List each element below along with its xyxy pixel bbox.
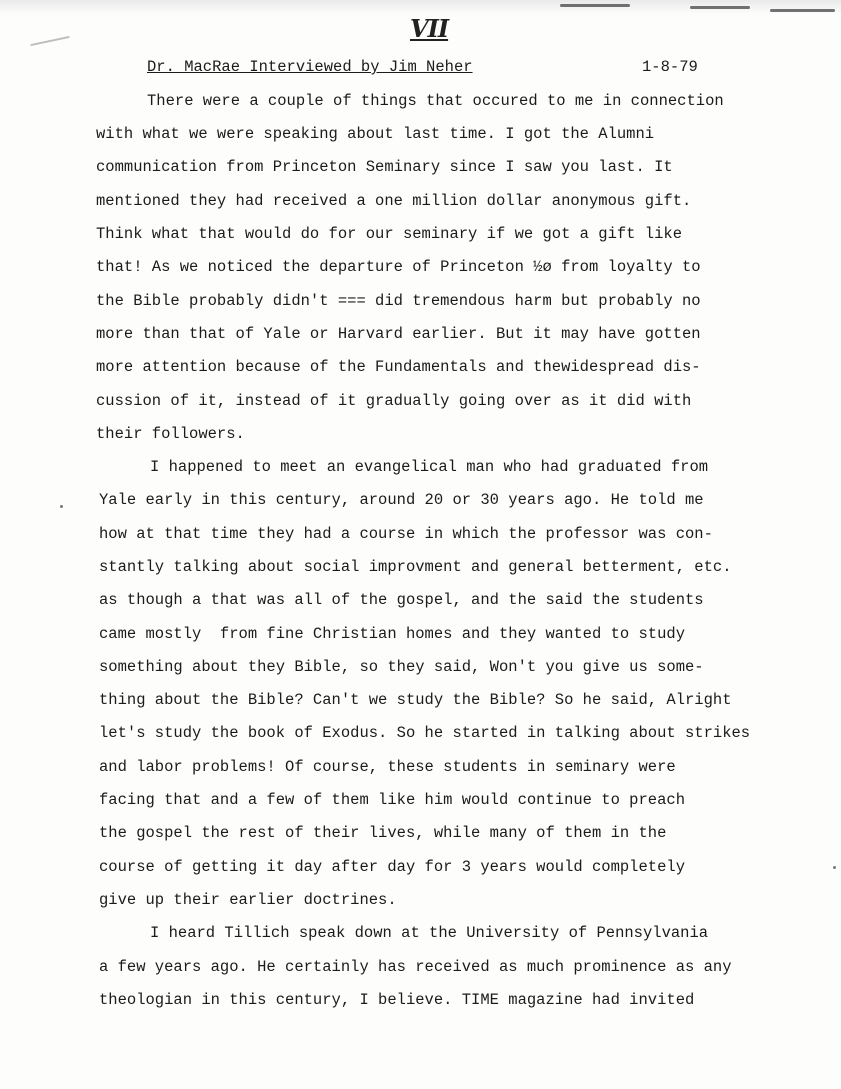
text-line: stantly talking about social improvment and general betterment, etc. — [99, 558, 732, 576]
text-line: came mostly from fine Christian homes and they wanted to study — [99, 625, 685, 643]
text-line: give up their earlier doctrines. — [99, 891, 397, 909]
text-line: communication from Princeton Seminary since I saw you last. It — [96, 158, 673, 176]
text-line: with what we were speaking about last time. I got the Alumni — [96, 125, 655, 143]
scan-speck — [60, 505, 63, 508]
scan-mark — [770, 9, 835, 12]
text-line: something about they Bible, so they said, Won't you give us some- — [99, 658, 704, 676]
text-line: Yale early in this century, around 20 or 30 years ago. He told me — [99, 491, 704, 509]
text-line: I happened to meet an evangelical man who had graduated from — [150, 458, 709, 476]
text-line: how at that time they had a course in which the professor was con- — [99, 525, 713, 543]
text-line: a few years ago. He certainly has received as much prominence as any — [99, 958, 732, 976]
text-line: course of getting it day after day for 3 years would completely — [99, 858, 685, 876]
text-line: mentioned they had received a one million dollar anonymous gift. — [96, 192, 692, 210]
text-line: that! As we noticed the departure of Princeton ½ø from loyalty to — [96, 258, 701, 276]
text-line: thing about the Bible? Can't we study the Bible? So he said, Alright — [99, 691, 732, 709]
text-line: Think what that would do for our seminary if we got a gift like — [96, 225, 682, 243]
document-date: 1-8-79 — [642, 58, 698, 76]
text-line: There were a couple of things that occured to me in connection — [147, 92, 724, 110]
scan-mark — [690, 6, 750, 9]
scan-speck — [833, 866, 836, 869]
document-title: Dr. MacRae Interviewed by Jim Neher — [147, 58, 473, 76]
text-line: more than that of Yale or Harvard earlier. But it may have gotten — [96, 325, 701, 343]
text-line: and labor problems! Of course, these students in seminary were — [99, 758, 676, 776]
text-line: theologian in this century, I believe. TIME magazine had invited — [99, 991, 695, 1009]
scan-mark — [560, 4, 630, 7]
text-line: the Bible probably didn't === did tremendous harm but probably no — [96, 292, 701, 310]
text-line: as though a that was all of the gospel, and the said the students — [99, 591, 704, 609]
text-line: cussion of it, instead of it gradually going over as it did with — [96, 392, 692, 410]
text-line: I heard Tillich speak down at the University of Pennsylvania — [150, 924, 709, 942]
text-line: facing that and a few of them like him would continue to preach — [99, 791, 685, 809]
text-line: their followers. — [96, 425, 245, 443]
text-line: the gospel the rest of their lives, while many of them in the — [99, 824, 667, 842]
text-line: more attention because of the Fundamentals and thewidespread dis- — [96, 358, 701, 376]
scan-mark — [30, 36, 70, 46]
page-number: VII — [410, 14, 449, 43]
text-line: let's study the book of Exodus. So he started in talking about strikes — [99, 724, 751, 742]
